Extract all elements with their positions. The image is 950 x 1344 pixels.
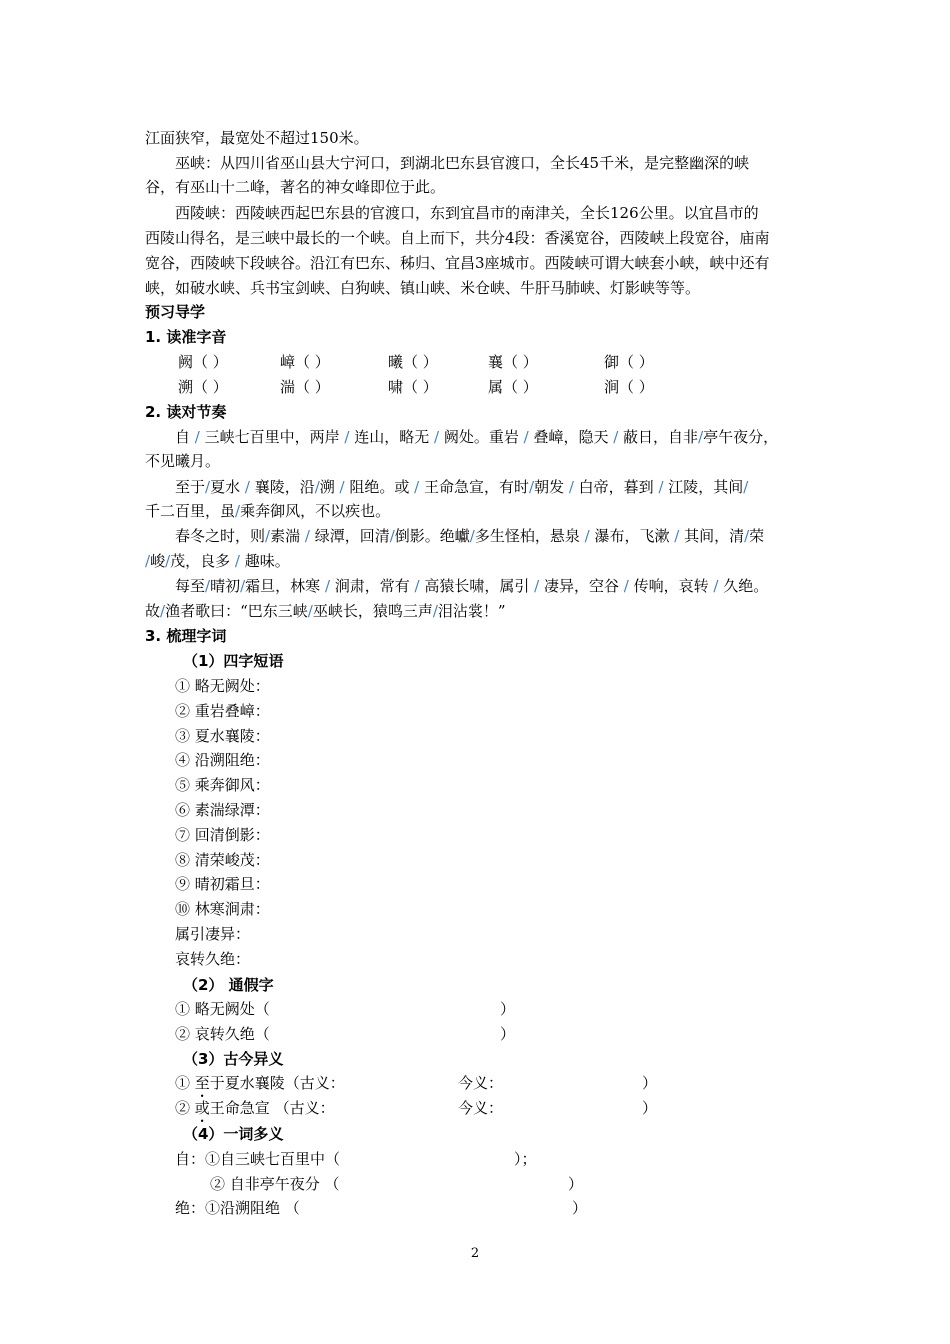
phrase-item: 属引凄异：	[175, 925, 251, 943]
rhythm-text: 溯	[319, 478, 340, 496]
rhythm-text: 霜旦，林寒	[245, 577, 325, 595]
rhythm-slash: /	[674, 527, 680, 545]
rhythm-slash: /	[160, 602, 166, 620]
pronunciation-item: 襄（ ）	[488, 353, 538, 371]
phrase-item: ④ 沿溯阻绝：	[175, 751, 270, 770]
phrase-item: ⑧ 清荣峻茂：	[175, 850, 270, 869]
duoyi-close: ）	[572, 1199, 588, 1217]
rhythm-slash: /	[698, 428, 704, 446]
gujin-number: ②	[175, 1099, 195, 1117]
rhythm-slash: /	[307, 602, 313, 620]
rhythm-slash: /	[623, 577, 629, 595]
wuxia-paragraph: 巫峡：从四川省巫山县大宁河口，到湖北巴东县官渡口，全长45千米，是完整幽深的峡	[175, 154, 750, 172]
rhythm-text: 自	[175, 428, 195, 446]
tongjia-close: ）	[500, 1000, 516, 1018]
subsection-four-char-phrases: （1）四字短语	[183, 652, 284, 670]
rhythm-slash: /	[244, 478, 250, 496]
rhythm-text: 荣	[749, 527, 765, 545]
rhythm-slash: /	[534, 577, 540, 595]
rhythm-text: 峻	[150, 552, 166, 570]
rhythm-text: 白帝，暮到	[573, 478, 659, 496]
rhythm-slash: /	[165, 552, 171, 570]
duoyi-close: ）；	[514, 1150, 537, 1168]
rhythm-slash: /	[414, 577, 420, 595]
rhythm-slash: /	[235, 502, 241, 520]
rhythm-text: 朝发	[534, 478, 569, 496]
rhythm-paragraph-4	[175, 576, 768, 596]
rhythm-slash: /	[432, 602, 438, 620]
pronunciation-item: 御（ ）	[604, 353, 654, 371]
phrase-item: ⑩ 林寒涧肃：	[175, 900, 270, 919]
rhythm-text: 蔽日，自非	[618, 428, 699, 446]
rhythm-text: 亭午夜分，	[703, 428, 779, 446]
rhythm-slash: /	[234, 552, 240, 570]
rhythm-text: 瀑布，飞漱	[589, 527, 675, 545]
rhythm-text: 乘奔御风，不以疾也。	[240, 502, 391, 520]
gujin-close: ）	[642, 1074, 658, 1092]
rhythm-slash: /	[744, 527, 750, 545]
rhythm-slash: /	[145, 552, 151, 570]
rhythm-paragraph-3-cont	[145, 551, 290, 571]
duoyi-item: 绝：①沿溯阻绝 （	[175, 1199, 300, 1217]
rhythm-text: 茂，良多	[170, 552, 235, 570]
phrase-item: 哀转久绝：	[175, 949, 251, 968]
gujin-number: ①	[175, 1074, 195, 1092]
rhythm-text: 绿潭，回清	[309, 527, 390, 545]
subsection-tongjia: （2） 通假字	[183, 976, 274, 994]
rhythm-text: 三峡七百里中，两岸	[199, 428, 345, 446]
rhythm-slash: /	[344, 428, 350, 446]
phrase-item: ⑤ 乘奔御风：	[175, 776, 270, 795]
phrase-item: ③ 夏水襄陵：	[175, 726, 270, 745]
rhythm-text: 千二百里，虽	[145, 502, 236, 520]
rhythm-text: 叠嶂，隐天	[528, 428, 614, 446]
tongjia-close: ）	[500, 1025, 516, 1043]
rhythm-slash: /	[743, 478, 749, 496]
xiling-paragraph-cont: 西陵山得名，是三峡中最长的一个峡。自上而下，共分4段：香溪宽谷，西陵峡上段宽谷，庙南	[145, 229, 770, 247]
rhythm-text: 江陵，其间	[663, 478, 744, 496]
rhythm-slash: /	[584, 527, 590, 545]
gujin-today: 今义：	[458, 1074, 504, 1092]
rhythm-text: 凄异，空谷	[539, 577, 624, 595]
phrase-item: ⑦ 回清倒影：	[175, 825, 270, 844]
rhythm-text: 素湍	[270, 527, 305, 545]
rhythm-slash: /	[324, 577, 330, 595]
rhythm-slash: /	[314, 478, 320, 496]
rhythm-slash: /	[389, 527, 395, 545]
wuxia-paragraph-cont: 谷，有巫山十二峰，著名的神女峰即位于此。	[145, 178, 446, 196]
duoyi-item: 自：①自三峡七百里中（	[175, 1150, 341, 1168]
rhythm-slash: /	[523, 428, 529, 446]
rhythm-slash: /	[205, 577, 211, 595]
rhythm-paragraph-3	[175, 526, 764, 546]
phrase-item: ② 重岩叠嶂：	[175, 701, 270, 720]
pronunciation-item: 溯（ ）	[178, 378, 228, 396]
rhythm-slash: /	[414, 478, 420, 496]
rhythm-paragraph-1	[175, 427, 778, 447]
pronunciation-item: 属（ ）	[488, 378, 538, 396]
intro-line: 江面狭窄，最宽处不超过150米。	[145, 129, 369, 147]
rhythm-slash: /	[205, 478, 211, 496]
rhythm-paragraph-1-cont: 不见曦月。	[145, 452, 221, 470]
gujin-close: ）	[642, 1099, 658, 1117]
rhythm-slash: /	[304, 527, 310, 545]
gujin-item	[175, 1098, 335, 1126]
rhythm-text: 泪沾裳！”	[437, 602, 506, 620]
section-3-title: 3. 梳理字词	[145, 627, 227, 645]
phrase-item: ① 略无阙处：	[175, 677, 270, 695]
rhythm-slash: /	[194, 428, 200, 446]
tongjia-item: ② 哀转久绝（	[175, 1025, 270, 1043]
rhythm-text: 趣味。	[239, 552, 290, 570]
rhythm-text: 巫峡长，猿鸣三声	[312, 602, 433, 620]
rhythm-text: 王命急宣，有时	[419, 478, 529, 496]
subsection-duoyi: （4）一词多义	[183, 1125, 284, 1143]
preview-title: 预习导学	[145, 303, 206, 321]
xiling-paragraph: 西陵峡：西陵峡西起巴东县的官渡口，东到宜昌市的南津关，全长126公里。以宜昌市的	[175, 204, 759, 222]
pronunciation-item: 嶂（ ）	[280, 353, 330, 371]
rhythm-text: 晴初	[210, 577, 241, 595]
section-1-title: 1. 读准字音	[145, 328, 227, 346]
rhythm-text: 涧肃，常有	[330, 577, 415, 595]
pronunciation-item: 阙（ ）	[178, 353, 228, 371]
rhythm-slash: /	[713, 577, 719, 595]
rhythm-paragraph-2-cont	[145, 501, 390, 521]
rhythm-text: 传响，哀转	[628, 577, 714, 595]
rhythm-slash: /	[613, 428, 619, 446]
rhythm-slash: /	[658, 478, 664, 496]
rhythm-text: 春冬之时，则	[175, 527, 266, 545]
rhythm-text: 渔者歌曰：“巴东三峡	[165, 602, 308, 620]
gujin-item	[175, 1073, 345, 1101]
duoyi-close: ）	[568, 1175, 584, 1193]
rhythm-text: 每至	[175, 577, 206, 595]
pronunciation-item: 湍（ ）	[280, 378, 330, 396]
rhythm-slash: /	[240, 577, 246, 595]
pronunciation-item: 涧（ ）	[604, 378, 654, 396]
rhythm-slash: /	[339, 478, 345, 496]
rhythm-slash: /	[469, 527, 475, 545]
xiling-paragraph-cont: 峡，如破水峡、兵书宝剑峡、白狗峡、镇山峡、米仓峡、牛肝马肺峡、灯影峡等等。	[145, 279, 701, 297]
pronunciation-item: 啸（ ）	[388, 378, 438, 396]
rhythm-text: 倒影。绝巘	[394, 527, 470, 545]
gujin-dotted-char: 或	[194, 1099, 210, 1117]
rhythm-text: 襄陵，沿	[249, 478, 315, 496]
gujin-text: 王命急宣 （古义：	[209, 1099, 335, 1117]
rhythm-paragraph-4-cont	[145, 601, 506, 621]
rhythm-text: 夏水	[210, 478, 245, 496]
phrase-item: ⑨ 晴初霜旦：	[175, 875, 270, 894]
rhythm-text: 其间，清	[679, 527, 745, 545]
rhythm-text: 连山，略无	[349, 428, 434, 446]
pronunciation-item: 曦（ ）	[388, 353, 438, 371]
rhythm-slash: /	[529, 478, 535, 496]
duoyi-item: ② 自非亭午夜分 （	[210, 1175, 340, 1193]
gujin-text: 于夏水襄陵（古义：	[209, 1074, 345, 1092]
rhythm-text: 久绝。	[718, 577, 769, 595]
xiling-paragraph-cont: 宽谷，西陵峡下段峡谷。沿江有巴东、秭归、宜昌3座城市。西陵峡可谓大峡套小峡，峡中还有	[145, 254, 770, 272]
rhythm-slash: /	[434, 428, 440, 446]
rhythm-text: 阙处。重岩	[439, 428, 524, 446]
phrase-item: ⑥ 素湍绿潭：	[175, 801, 270, 819]
rhythm-slash: /	[568, 478, 574, 496]
rhythm-text: 高猿长啸，属引	[419, 577, 535, 595]
rhythm-text: 故	[145, 602, 161, 620]
tongjia-item: ① 略无阙处（	[175, 1000, 270, 1018]
rhythm-paragraph-2	[175, 477, 748, 497]
rhythm-slash: /	[265, 527, 271, 545]
page-number: 2	[470, 1246, 480, 1261]
subsection-gujin: （3）古今异义	[183, 1050, 284, 1068]
gujin-dotted-char: 至	[194, 1074, 210, 1092]
rhythm-text: 阻绝。或	[344, 478, 415, 496]
section-2-title: 2. 读对节奏	[145, 403, 227, 421]
rhythm-text: 多生怪柏，悬泉	[474, 527, 585, 545]
gujin-today: 今义：	[458, 1099, 504, 1117]
rhythm-text: 至于	[175, 478, 206, 496]
